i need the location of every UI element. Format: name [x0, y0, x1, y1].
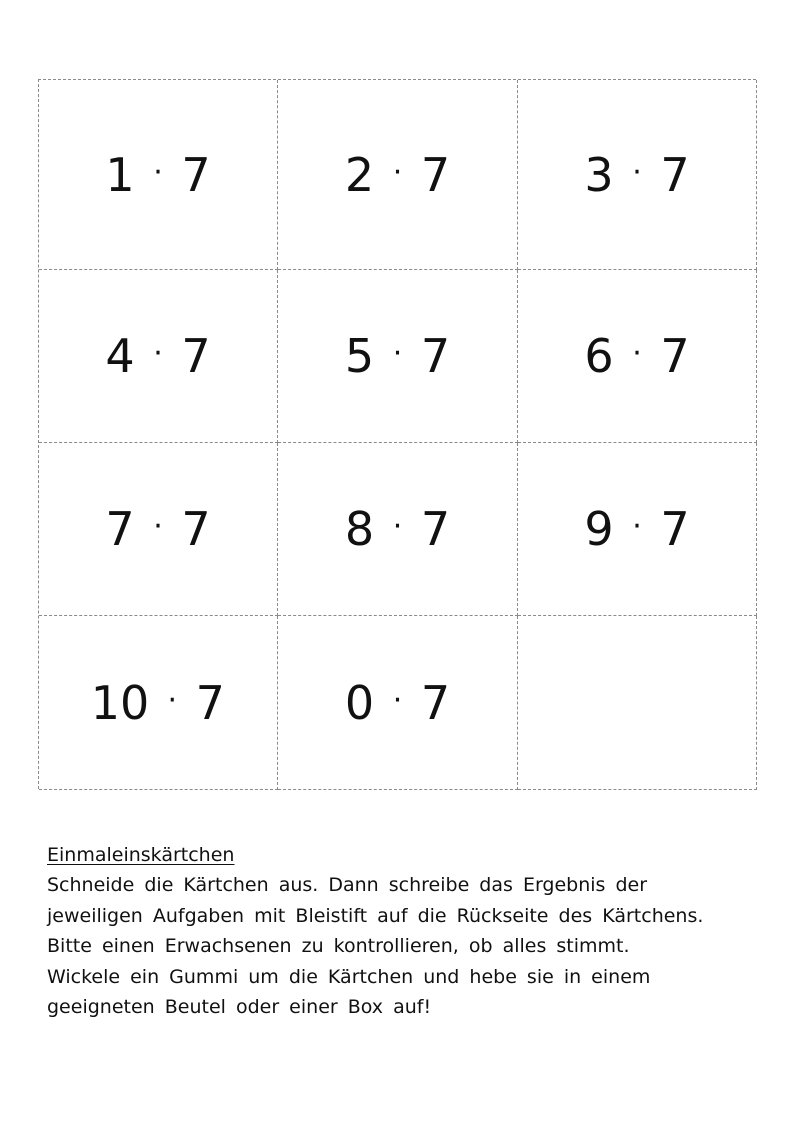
card-10x7 [39, 616, 278, 790]
factor-b: 7 [195, 675, 225, 730]
factor-b: 7 [420, 675, 451, 730]
factor-b: 7 [660, 147, 690, 202]
task [584, 147, 690, 202]
factor-a: 2 [344, 147, 375, 202]
factor-b: 7 [181, 147, 211, 202]
factor-b: 7 [660, 502, 690, 556]
factor-b: 7 [420, 329, 451, 383]
multiply-dot: · [392, 682, 403, 718]
card-3x7 [518, 80, 757, 270]
task [105, 502, 211, 556]
card-8x7 [278, 443, 518, 616]
instruction-line: Schneide die Kärtchen aus. Dann schreibe das Ergebnis der [47, 874, 648, 896]
card-6x7 [518, 270, 757, 443]
multiply-dot: · [167, 682, 178, 718]
task [344, 147, 451, 202]
task [584, 502, 690, 556]
task [584, 329, 690, 383]
factor-a: 9 [584, 502, 614, 556]
instruction-line: jeweiligen Aufgaben mit Bleistift auf die Rückseite des Kärtchens. [47, 904, 704, 927]
task [344, 675, 451, 730]
factor-a: 3 [584, 147, 614, 202]
task [105, 329, 211, 383]
multiply-dot: · [392, 509, 403, 544]
card-5x7 [278, 270, 518, 443]
multiply-dot: · [392, 336, 403, 371]
factor-a: 8 [344, 502, 375, 556]
factor-b: 7 [660, 329, 690, 383]
card-1x7 [39, 80, 278, 270]
instruction-line: geeigneten Beutel oder einer Box auf! [47, 996, 432, 1018]
card-empty [518, 616, 757, 790]
card-7x7 [39, 443, 278, 616]
multiply-dot: · [392, 154, 403, 190]
instruction-line: Wickele ein Gummi um die Kärtchen und hebe sie in einem [47, 965, 651, 988]
factor-a: 0 [344, 675, 375, 730]
card-2x7 [278, 80, 518, 270]
instructions-title: Einmaleinskärtchen [47, 844, 235, 866]
factor-a: 7 [105, 502, 135, 556]
card-4x7 [39, 270, 278, 443]
multiply-dot: · [632, 336, 642, 371]
task [344, 329, 451, 383]
factor-b: 7 [420, 147, 451, 202]
factor-a: 6 [584, 329, 614, 383]
instruction-line: Bitte einen Erwachsenen zu kontrollieren, ob alles stimmt. [47, 935, 630, 957]
factor-a: 10 [90, 675, 150, 730]
multiply-dot: · [153, 509, 163, 544]
multiply-dot: · [153, 336, 163, 371]
factor-b: 7 [420, 502, 451, 556]
multiply-dot: · [153, 154, 163, 190]
factor-b: 7 [181, 502, 211, 556]
multiply-dot: · [632, 509, 642, 544]
task [90, 675, 226, 730]
task [344, 502, 451, 556]
factor-a: 1 [105, 147, 135, 202]
card-0x7 [278, 616, 518, 790]
factor-a: 5 [344, 329, 375, 383]
factor-a: 4 [105, 329, 135, 383]
factor-b: 7 [181, 329, 211, 383]
task [105, 147, 211, 202]
card-9x7 [518, 443, 757, 616]
instructions [47, 840, 747, 1023]
multiply-dot: · [632, 154, 642, 190]
card-grid [38, 79, 756, 789]
